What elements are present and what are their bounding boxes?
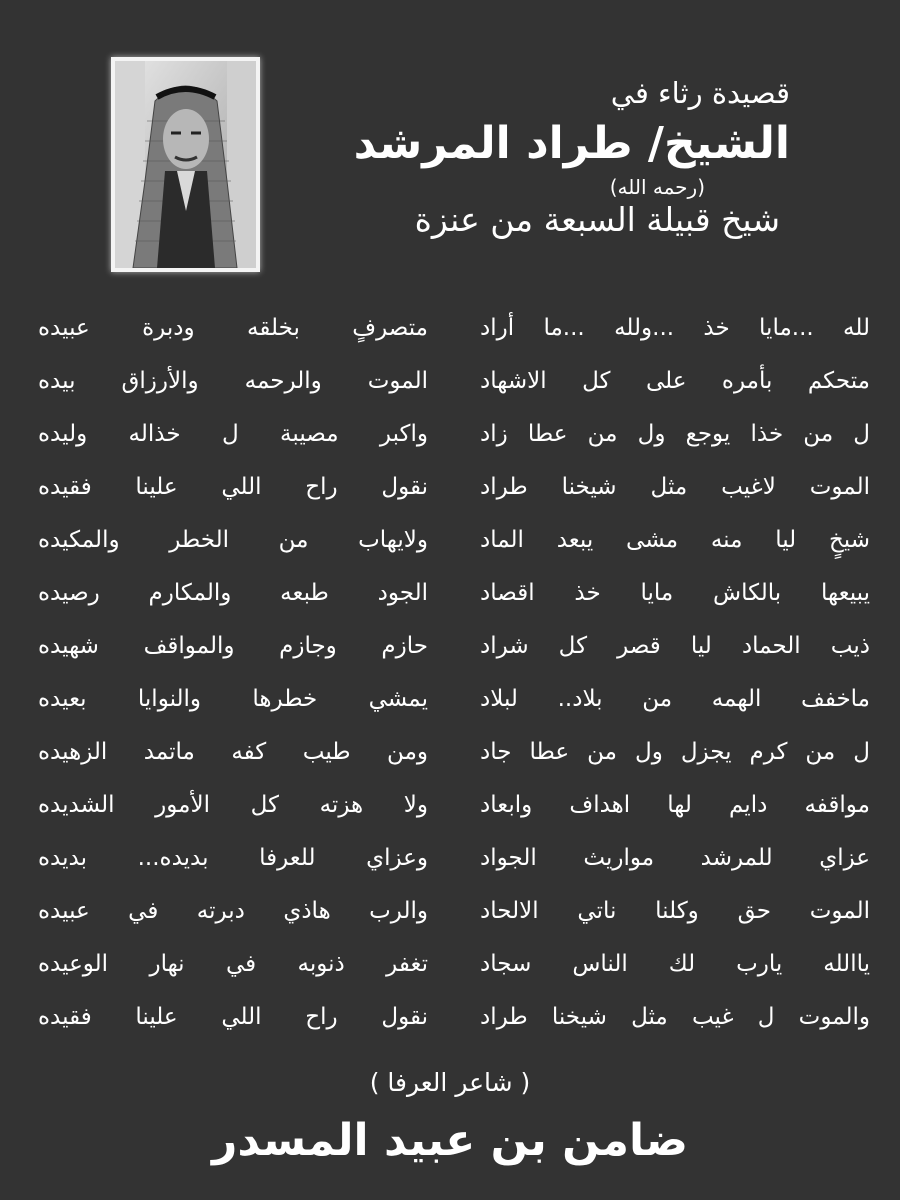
verse-second-hemistich: الجود طبعه والمكارم رصيده xyxy=(38,580,428,606)
header-tribe: شيخ قبيلة السبعة من عنزة xyxy=(414,200,780,239)
verse-first-hemistich: عزاي للمرشد مواريث الجواد xyxy=(480,845,870,871)
verse-first-hemistich: ل من كرم يجزل ول من عطا جاد xyxy=(480,739,870,765)
portrait-icon xyxy=(115,61,256,268)
verse-first-hemistich: شيخٍ ليا منه مشى يبعد الماد xyxy=(480,527,870,553)
verse-row xyxy=(30,628,870,681)
verse-second-hemistich: ومن طيب كفه ماتمد الزهيده xyxy=(38,739,428,765)
verse-second-hemistich: متصرفٍ بخلقه ودبرة عبيده xyxy=(38,315,428,341)
verse-row xyxy=(30,999,870,1052)
verse-second-hemistich: نقول راح اللي علينا فقيده xyxy=(38,1004,428,1030)
verse-first-hemistich: يبيعها بالكاش مايا خذ اقصاد xyxy=(480,580,870,606)
page-title: الشيخ/ طراد المرشد xyxy=(353,118,790,169)
header-rahimahu: (رحمه الله) xyxy=(609,175,705,199)
header-intro: قصيدة رثاء في xyxy=(610,76,790,110)
verse-second-hemistich: تغفر ذنوبه في نهار الوعيده xyxy=(38,951,428,977)
verse-row xyxy=(30,946,870,999)
verse-second-hemistich: نقول راح اللي علينا فقيده xyxy=(38,474,428,500)
verse-row xyxy=(30,840,870,893)
verse-second-hemistich: حازم وجازم والمواقف شهيده xyxy=(38,633,428,659)
verse-first-hemistich: الموت لاغيب مثل شيخنا طراد xyxy=(480,474,870,500)
verse-row xyxy=(30,522,870,575)
verse-row xyxy=(30,893,870,946)
verse-second-hemistich: ولايهاب من الخطر والمكيده xyxy=(38,527,428,553)
verse-second-hemistich: والرب هاذي دبرته في عبيده xyxy=(38,898,428,924)
verse-first-hemistich: ياالله يارب لك الناس سجاد xyxy=(480,951,870,977)
signature-label: ( شاعر العرفا ) xyxy=(369,1068,531,1097)
verse-row xyxy=(30,575,870,628)
verse-first-hemistich: لله ...مايا خذ ...ولله ...ما أراد xyxy=(480,315,870,341)
verse-row xyxy=(30,734,870,787)
verse-first-hemistich: متحكم بأمره على كل الاشهاد xyxy=(480,368,870,394)
verse-row xyxy=(30,416,870,469)
verse-second-hemistich: ولا هزته كل الأمور الشديده xyxy=(38,792,428,818)
poem-verses xyxy=(30,310,870,1052)
verse-first-hemistich: الموت حق وكلنا ناتي الالحاد xyxy=(480,898,870,924)
verse-second-hemistich: وعزاي للعرفا بديده... بديده xyxy=(38,845,428,871)
verse-first-hemistich: ل من خذا يوجع ول من عطا زاد xyxy=(480,421,870,447)
verse-row xyxy=(30,469,870,522)
verse-second-hemistich: واكبر مصيبة ل خذاله وليده xyxy=(38,421,428,447)
verse-first-hemistich: ذيب الحماد ليا قصر كل شراد xyxy=(480,633,870,659)
verse-first-hemistich: والموت ل غيب مثل شيخنا طراد xyxy=(480,1004,870,1030)
portrait-photo xyxy=(111,57,260,272)
signature-name: ضامن بن عبيد المسدر xyxy=(212,1115,688,1166)
verse-first-hemistich: ماخفف الهمه من بلاد.. لبلاد xyxy=(480,686,870,712)
verse-row xyxy=(30,787,870,840)
verse-first-hemistich: مواقفه دايم لها اهداف وابعاد xyxy=(480,792,870,818)
verse-second-hemistich: يمشي خطرها والنوايا بعيده xyxy=(38,686,428,712)
verse-second-hemistich: الموت والرحمه والأرزاق بيده xyxy=(38,368,428,394)
verse-row xyxy=(30,310,870,363)
verse-row xyxy=(30,363,870,416)
verse-row xyxy=(30,681,870,734)
